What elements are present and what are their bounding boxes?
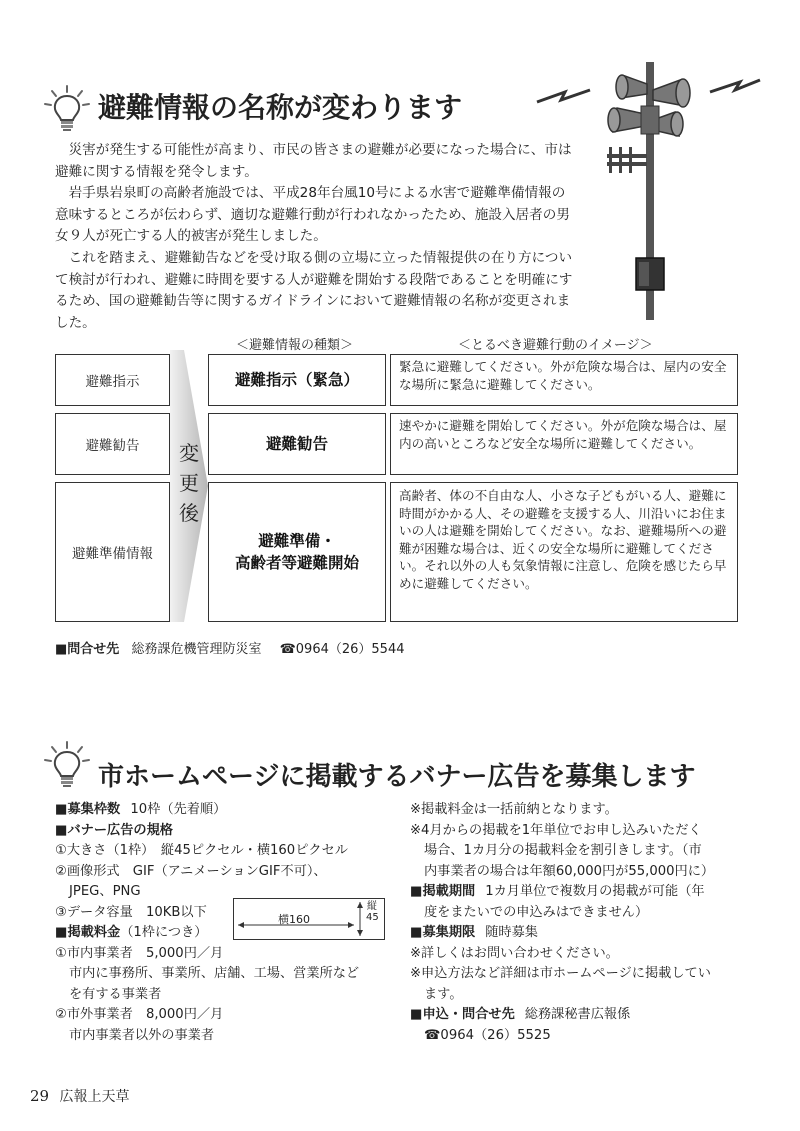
lightbulb-icon xyxy=(42,740,92,788)
intro-paragraph-1: 災害が発生する可能性が高まり、市民の皆さまの避難が必要になった場合に、市は避難に関する情報を発令します。 xyxy=(55,142,572,180)
action-cell-1 xyxy=(390,354,738,406)
old-name-label: 避難指示 xyxy=(85,374,140,390)
fee-note: （1枠につき） xyxy=(120,925,208,940)
note-details-cont: ます。 xyxy=(424,986,463,1002)
note-discount: ※4月からの掲載を1年単位でお申し込みいただく xyxy=(410,822,702,838)
fee-local: ①市内事業者 5,000円／月 xyxy=(55,945,224,961)
new-name-cell-1 xyxy=(208,354,386,406)
arrow-char: 後 xyxy=(179,501,199,525)
intro-paragraph-2: 岩手県岩泉町の高齢者施設では、平成28年台風10号による水害で避難準備情報の意味するところが伝わらず、適切な避難行動が行われなかったため、施設入居者の男女９人が死亡する人的被害が発生しました。 xyxy=(55,185,570,245)
new-name-label-line1: 避難準備・ xyxy=(258,532,336,550)
recruit-count-label: ■募集枠数 xyxy=(55,802,121,817)
page-footer xyxy=(30,1086,130,1106)
section-title-banner-ads: 市ホームページに掲載するバナー広告を募集します xyxy=(98,762,696,792)
new-name-label-line2: 高齢者等避難開始 xyxy=(234,554,359,572)
banner-right-column xyxy=(410,800,750,1046)
apply-label: ■申込・問合せ先 xyxy=(410,1007,515,1022)
new-name-label: 避難勧告 xyxy=(265,435,328,453)
table-header-type: ＜避難情報の種類＞ xyxy=(236,338,354,353)
spec-label: ■バナー広告の規格 xyxy=(55,822,173,838)
fee-local-desc-cont: を有する事業者 xyxy=(69,986,162,1002)
action-text: 緊急に避難してください。外が危険な場合は、屋内の安全な場所に緊急に避難してください。 xyxy=(399,359,727,392)
fee-label: ■掲載料金 xyxy=(55,925,121,940)
publication-name: 広報上天草 xyxy=(59,1089,130,1105)
banner-dimension-diagram xyxy=(233,898,385,940)
section-title-evacuation: 避難情報の名称が変わります xyxy=(98,91,463,124)
old-name-label: 避難勧告 xyxy=(85,438,140,454)
old-name-cell-3 xyxy=(55,482,170,622)
recruit-count-value: 10枠（先着順） xyxy=(130,802,227,817)
action-text: 速やかに避難を開始してください。外が危険な場合は、屋内の高いところなど安全な場所に避難してください。 xyxy=(399,418,727,451)
fee-outside: ②市外事業者 8,000円／月 xyxy=(55,1007,224,1022)
note-inquiry: ※詳しくはお問い合わせください。 xyxy=(410,945,619,961)
arrow-char: 変 xyxy=(179,441,199,465)
contact-phone: ☎0964（26）5544 xyxy=(279,642,405,657)
contact-label: ■問合せ先 xyxy=(55,642,120,657)
table-header-action: ＜とるべき避難行動のイメージ＞ xyxy=(458,338,653,353)
dimension-height-label: 縦45 xyxy=(366,901,379,923)
note-discount-cont2: 内事業者の場合は年額60,000円が55,000円に） xyxy=(424,863,715,879)
new-name-cell-3 xyxy=(208,482,386,622)
deadline-label: ■募集期限 xyxy=(410,925,476,940)
change-arrow-label xyxy=(178,438,200,528)
old-name-cell-2 xyxy=(55,413,170,475)
period-text: 1カ月単位で複数月の掲載が可能（年 xyxy=(485,884,705,899)
dimension-width-label: 横160 xyxy=(278,913,310,926)
note-details: ※申込方法など詳細は市ホームページに掲載してい xyxy=(410,966,711,981)
spec-format-cont: JPEG、PNG xyxy=(69,884,141,899)
contact-line-1 xyxy=(55,638,405,657)
spec-size: ①大きさ（1枠） 縦45ピクセル・横160ピクセル xyxy=(55,843,348,858)
apply-phone: ☎0964（26）5525 xyxy=(424,1027,551,1043)
period-label: ■掲載期間 xyxy=(410,884,476,899)
contact-dept: 総務課危機管理防災室 xyxy=(131,642,262,657)
intro-paragraph-3: これを踏まえ、避難勧告などを受け取る側の立場に立った情報提供の在り方について検討が行われ、避難に時間を要する人が避難を開始する段階であることを明確にするため、国の避難勧告等に関するガイドラインにおいて避難情報の名称が変更されました。 xyxy=(55,249,573,331)
action-cell-2 xyxy=(390,413,738,475)
deadline-text: 随時募集 xyxy=(485,925,538,940)
note-discount-cont1: 場合、1カ月分の掲載料金を割引きします。（市 xyxy=(424,843,702,858)
apply-dept: 総務課秘書広報係 xyxy=(524,1007,631,1022)
action-cell-3 xyxy=(390,482,738,622)
page-number: 29 xyxy=(30,1087,50,1105)
old-name-cell-1 xyxy=(55,354,170,406)
lightbulb-icon xyxy=(42,84,92,132)
fee-outside-desc: 市内事業者以外の事業者 xyxy=(69,1027,215,1043)
new-name-label: 避難指示（緊急） xyxy=(234,371,359,389)
intro-text xyxy=(55,140,575,334)
arrow-char: 更 xyxy=(179,471,199,495)
note-prepay: ※掲載料金は一括前納となります。 xyxy=(410,802,618,817)
period-text-cont: 度をまたいでの申込みはできません） xyxy=(424,904,649,920)
action-text: 高齢者、体の不自由な人、小さな子どもがいる人、避難に時間がかかる人、その避難を支援する人、川沿いにお住まいの人は避難を開始してください。なお、避難場所への避難が困難な場合は、近くの安全な場所に避難してください。それ以外の人も気象情報に注意し、危険を感じたら早めに避難してください。 xyxy=(399,488,727,591)
fee-local-desc: 市内に事務所、事業所、店舗、工場、営業所など xyxy=(69,966,360,981)
spec-data-size: ③データ容量 10KB以下 xyxy=(55,904,207,920)
spec-format: ②画像形式 GIF（アニメーションGIF不可）、 xyxy=(55,863,327,879)
old-name-label: 避難準備情報 xyxy=(72,546,153,562)
new-name-cell-2 xyxy=(208,413,386,475)
